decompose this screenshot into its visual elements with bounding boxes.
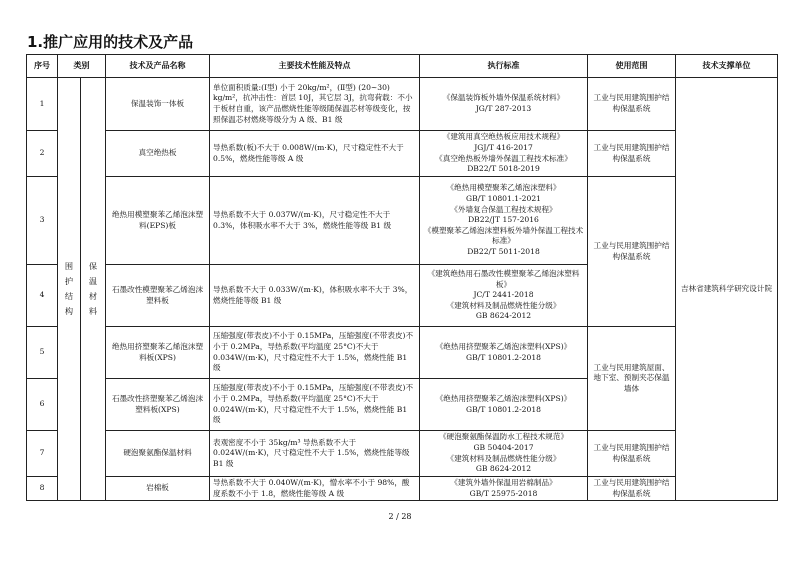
standard — [420, 379, 588, 431]
standard-line: GB/T 10801.2-2018 — [466, 352, 541, 362]
product-name: 岩棉板 — [106, 477, 210, 501]
product-name: 石墨改性挤塑聚苯乙烯泡沫塑料板(XPS) — [106, 379, 210, 431]
row-no: 5 — [27, 327, 58, 379]
table-row — [27, 327, 778, 379]
standard-line: 《硬泡聚氨酯保温防水工程技术规范》 — [438, 432, 569, 442]
table-row — [27, 131, 778, 177]
product-name: 绝热用挤塑聚苯乙烯泡沫塑料板(XPS) — [106, 327, 210, 379]
product-name: 绝热用模塑聚苯乙烯泡沫塑料(EPS)板 — [106, 177, 210, 265]
table-row — [27, 477, 778, 501]
standard-line: 《外墙复合保温工程技术规程》 — [450, 204, 557, 214]
standard-line: 《建筑绝热用石墨改性模塑聚苯乙烯泡沫塑料板》 — [427, 269, 580, 289]
standard — [420, 477, 588, 501]
standard-line: 《绝热用挤塑聚苯乙烯泡沫塑料(XPS)》 — [435, 393, 572, 403]
row-no: 6 — [27, 379, 58, 431]
row-no: 3 — [27, 177, 58, 265]
standard-line: GB/T 10801.1-2021 — [466, 194, 541, 204]
table-header-row — [27, 55, 778, 78]
category-sub: 保温材料 — [81, 78, 106, 501]
standard-line: JG/T 287-2013 — [475, 104, 532, 113]
row-no: 1 — [27, 78, 58, 131]
usage-range: 工业与民用建筑围护结构保温系统 — [588, 477, 676, 501]
usage-range: 工业与民用建筑屋面、地下室、预制夹芯保温墙体 — [588, 327, 676, 431]
standard-line: DB22/T 5011-2018 — [467, 246, 540, 256]
support-unit: 吉林省建筑科学研究设计院 — [676, 78, 778, 501]
row-no: 4 — [27, 265, 58, 327]
standard-line: 《建筑用真空绝热板应用技术规程》 — [442, 132, 565, 142]
standard-line: GB 50404-2017 — [473, 442, 534, 452]
standard-line: JGJ/T 416-2017 — [474, 142, 533, 152]
standard-line: GB 8624-2012 — [475, 464, 532, 474]
standard-line: 《绝热用模塑聚苯乙烯泡沫塑料》 — [446, 183, 561, 193]
performance: 压缩强度(带表皮)不小于 0.15MPa，压缩强度(不带表皮)不小于 0.2MPa，导热系数(平均温度 25°C)不大于 0.034W/(m·K)，尺寸稳定性不大于 1.5%，燃烧性能 B1 级 — [210, 327, 420, 379]
row-no: 7 — [27, 431, 58, 477]
standard-line: DB22/JT 157-2016 — [468, 215, 539, 225]
standard-line: 《保温装饰板外墙外保温系统材料》 — [442, 93, 565, 103]
usage-range: 工业与民用建筑围护结构保温系统 — [588, 431, 676, 477]
performance: 单位面积质量:(Ⅰ型) 小于 20kg/m²，(Ⅱ型) (20~30) kg/m²，抗冲击性：首层 10J，其它层 3J，抗弯荷载：不小于板材自重，该产品燃烧性能等级随保温芯材等级变化，按照保温芯材燃烧等级分为 A 级、B1 级 — [210, 78, 420, 131]
standard-line: DB22/T 5018-2019 — [467, 164, 540, 174]
product-table — [26, 54, 778, 501]
standard-line: GB/T 10801.2-2018 — [466, 404, 541, 414]
performance: 压缩强度(带表皮)不小于 0.15MPa，压缩强度(不带表皮)不小于 0.2MPa，导热系数(平均温度 25°C)不大于 0.024W/(m·K)，尺寸稳定性不大于 1.5%，燃烧性能 B1 级 — [210, 379, 420, 431]
standard-line: 《建筑材料及制品燃烧性能分级》 — [446, 453, 561, 463]
standard — [420, 265, 588, 327]
standard-line: 《建筑外墙外保温用岩棉制品》 — [450, 477, 557, 487]
standard-line: 《建筑材料及制品燃烧性能分级》 — [446, 300, 561, 310]
standard-line: GB/T 25975-2018 — [469, 488, 538, 498]
standard-line: 《模塑聚苯乙烯泡沫塑料板外墙外保温工程技术标准》 — [423, 225, 584, 246]
standard-line: 《绝热用挤塑聚苯乙烯泡沫塑料(XPS)》 — [435, 341, 572, 351]
usage-range: 工业与民用建筑围护结构保温系统 — [588, 78, 676, 131]
product-name: 真空绝热板 — [106, 131, 210, 177]
performance: 导热系数不大于 0.040W/(m·K)，憎水率不小于 98%，酸度系数不小于 1.8，燃烧性能等级 A 级 — [210, 477, 420, 501]
performance: 导热系数不大于 0.037W/(m·K)，尺寸稳定性不大于 0.3%，体积吸水率不大于 3%，燃烧性能等级 B1 级 — [210, 177, 420, 265]
standard-line: JC/T 2441-2018 — [473, 290, 534, 300]
standard — [420, 78, 588, 131]
performance: 导热系数不大于 0.033W/(m·K)，体积吸水率不大于 3%，燃烧性能等级 B1 级 — [210, 265, 420, 327]
header-name: 技术及产品名称 — [106, 55, 210, 78]
usage-range: 工业与民用建筑围护结构保温系统 — [588, 177, 676, 327]
row-no: 8 — [27, 477, 58, 501]
usage-range: 工业与民用建筑围护结构保温系统 — [588, 131, 676, 177]
standard — [420, 177, 588, 265]
product-name: 石墨改性模塑聚苯乙烯泡沫塑料板 — [106, 265, 210, 327]
header-range: 使用范围 — [588, 55, 676, 78]
standard-line: GB 8624-2012 — [475, 311, 532, 321]
header-performance: 主要技术性能及特点 — [210, 55, 420, 78]
row-no: 2 — [27, 131, 58, 177]
standard — [420, 327, 588, 379]
standard — [420, 131, 588, 177]
table-row — [27, 431, 778, 477]
page-title: 1.推广应用的技术及产品 — [27, 33, 194, 51]
header-category: 类别 — [58, 55, 106, 78]
header-support-unit: 技术支撑单位 — [676, 55, 778, 78]
header-no: 序号 — [27, 55, 58, 78]
table-row — [27, 177, 778, 265]
performance: 导热系数(板)不大于 0.008W/(m·K)，尺寸稳定性不大于 0.5%，燃烧性能等级 A 级 — [210, 131, 420, 177]
performance: 表观密度不小于 35kg/m³ 导热系数不大于 0.024W/(m·K)，尺寸稳定性不大于 1.5%，燃烧性能等级 B1 级 — [210, 431, 420, 477]
category-main: 围护结构 — [58, 78, 81, 501]
header-standard: 执行标准 — [420, 55, 588, 78]
standard — [420, 431, 588, 477]
standard-line: 《真空绝热板外墙外保温工程技术标准》 — [435, 153, 572, 163]
product-name: 硬泡聚氨酯保温材料 — [106, 431, 210, 477]
page-number: 2 / 28 — [388, 512, 412, 521]
product-name: 保温装饰一体板 — [106, 78, 210, 131]
table-row — [27, 78, 778, 131]
